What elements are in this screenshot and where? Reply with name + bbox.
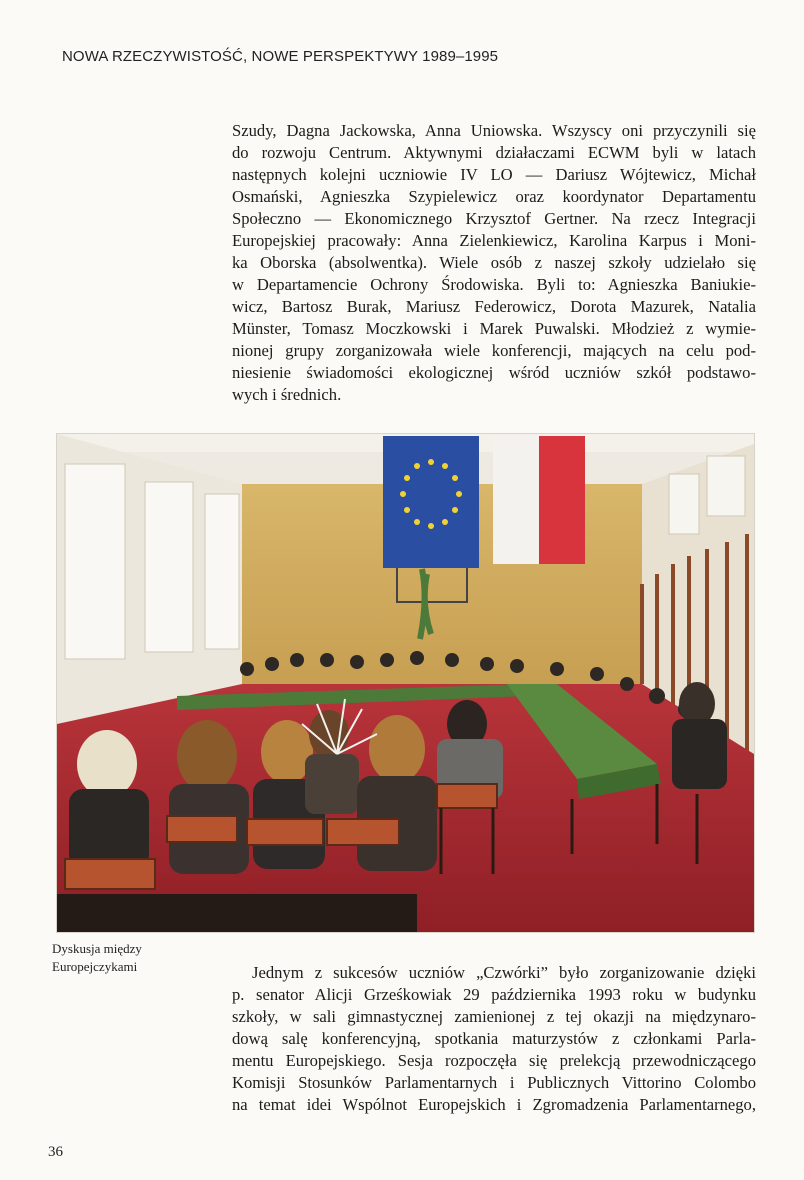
text-line: Europejskiej pracowały: Anna Zielenkiewicz, Karolina Karpus i Moni-: [232, 231, 756, 250]
body-paragraph-1: [232, 120, 756, 406]
text-line: wych i średnich.: [232, 385, 342, 404]
text-line: szkoły, w sali gimnastycznej zamienionej z tej okazji na międzynaro-: [232, 1007, 756, 1026]
caption-line: Europejczykami: [52, 959, 138, 974]
caption-line: Dyskusja między: [52, 941, 142, 956]
text-line: Münster, Tomasz Moczkowski i Marek Puwalski. Młodzież z wymie-: [232, 319, 756, 338]
text-line: Szudy, Dagna Jackowska, Anna Uniowska. Wszyscy oni przyczynili się: [232, 121, 756, 140]
text-line: mentu Europejskiego. Sesja rozpoczęła się prelekcją przewodniczącego: [232, 1051, 756, 1070]
text-line: na temat idei Wspólnot Europejskich i Zgromadzenia Parlamentarnego,: [232, 1095, 756, 1114]
text-line: Osmański, Agnieszka Szypielewicz oraz koordynator Departamentu: [232, 187, 756, 206]
running-header: NOWA RZECZYWISTOŚĆ, NOWE PERSPEKTYWY 1989–1995: [62, 48, 499, 65]
text-line: ka Oborska (absolwentka). Wiele osób z naszej szkoły udzielało się: [232, 253, 756, 272]
text-line: niesienie świadomości ekologicznej wśród uczniów szkół podstawo-: [232, 363, 756, 382]
text-line: Komisji Stosunków Parlamentarnych i Publicznych Vittorino Colombo: [232, 1073, 756, 1092]
body-paragraph-2: [232, 962, 756, 1116]
text-line: p. senator Alicji Grześkowiak 29 października 1993 roku w budynku: [232, 985, 756, 1004]
text-line: wicz, Bartosz Burak, Mariusz Federowicz, Dorota Mazurek, Natalia: [232, 297, 756, 316]
page-number: 36: [48, 1144, 63, 1160]
conference-photo: [56, 433, 755, 933]
figure-caption: [52, 940, 192, 976]
conference-hall-illustration: [57, 434, 754, 932]
text-line: do rozwoju Centrum. Aktywnymi działaczami ECWM byli w latach: [232, 143, 756, 162]
text-line: dową salę konferencyjną, spotkania maturzystów z członkami Parla-: [232, 1029, 756, 1048]
text-line: następnych kolejni uczniowie IV LO — Dariusz Wójtewicz, Michał: [232, 165, 756, 184]
text-line: nionej grupy zorganizowała wiele konferencji, mających na celu pod-: [232, 341, 756, 360]
text-line: w Departamencie Ochrony Środowiska. Byli to: Agnieszka Baniukie-: [232, 275, 756, 294]
text-line: Społeczno — Ekonomicznego Krzysztof Gertner. Na rzecz Integracji: [232, 209, 756, 228]
text-line: Jednym z sukcesów uczniów „Czwórki” było zorganizowanie dzięki: [252, 963, 756, 982]
